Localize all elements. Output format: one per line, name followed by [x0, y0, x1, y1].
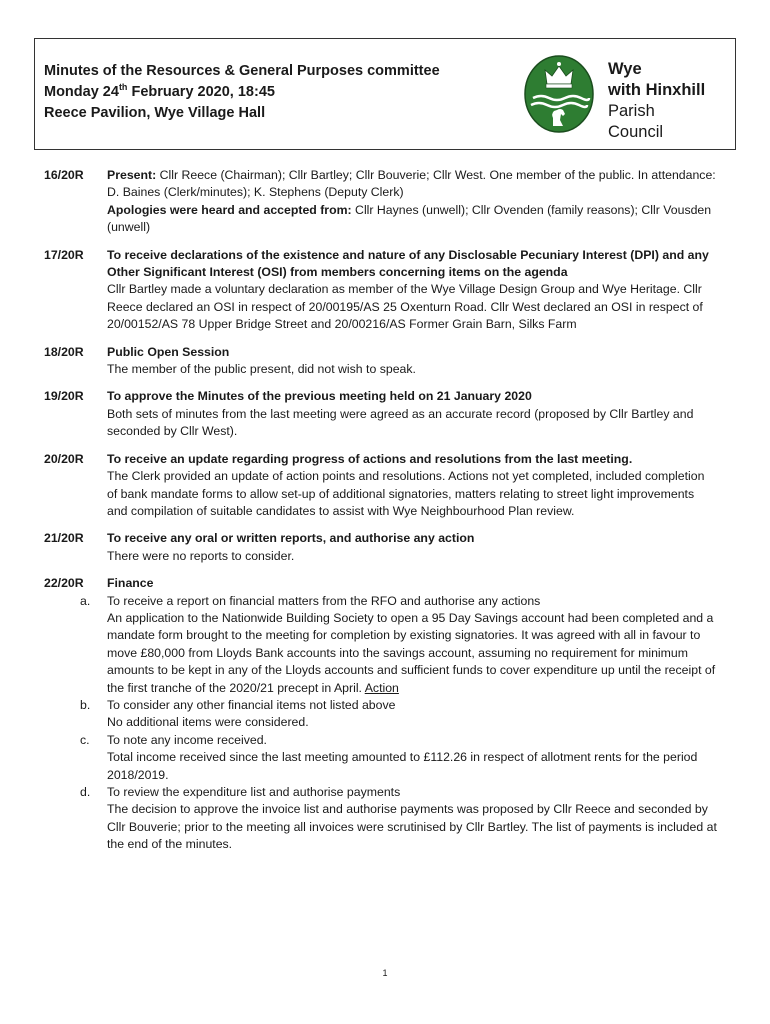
subitem-text: [107, 610, 717, 697]
subitem-title: To review the expenditure list and authorise payments: [107, 785, 401, 799]
item-heading: To receive declarations of the existence and nature of any Disclosable Pecuniary Interest (DPI) and any Other Significant Interest (OSI) from members concerning items on the agenda: [107, 247, 709, 280]
finance-subitem-b: [0, 697, 770, 732]
minute-item-21: [0, 530, 770, 565]
item-number: 19/20R: [44, 389, 84, 404]
item-number: 16/20R: [44, 168, 84, 182]
council-name: [608, 59, 705, 143]
council-line-2: with Hinxhill: [608, 81, 706, 99]
present-label: Present:: [107, 168, 157, 182]
item-text: There were no reports to consider.: [107, 548, 295, 563]
title-line-2: [44, 82, 440, 103]
minute-item-22: [0, 575, 770, 854]
apologies-paragraph: [107, 202, 717, 237]
item-text: Cllr Bartley made a voluntary declaration as member of the Wye Village Design Group and Wye Heritage. Cllr Reece declared an OSI in respect of 20/00195/AS 25 Oxenturn Road. Cllr West declared an OSI in respect of 20/00152/AS 78 Upper Bridge Street and 20/00216/AS Former Grain Barn, Silks Farm: [107, 282, 703, 332]
subitem-text: Total income received since the last meeting amounted to £112.26 in respect of allotment rents for the period 2018/2019.: [107, 750, 698, 782]
action-marker: Action: [364, 680, 399, 695]
item-heading: To approve the Minutes of the previous meeting held on 21 January 2020: [107, 389, 532, 404]
title-line-3: Reece Pavilion, Wye Village Hall: [44, 105, 266, 121]
item-number: 20/20R: [44, 451, 84, 466]
minutes-items: [0, 167, 770, 864]
subitem-text: No additional items were considered.: [107, 715, 309, 730]
document-title: [44, 61, 440, 124]
item-heading: To receive any oral or written reports, and authorise any action: [107, 531, 475, 546]
title-line-1: Minutes of the Resources & General Purposes committee: [44, 63, 440, 79]
item-heading: Public Open Session: [107, 344, 230, 359]
item-text: Both sets of minutes from the last meeting were agreed as an accurate record (proposed by Cllr Bartley and seconded by Cllr West).: [107, 406, 694, 439]
minute-item-17: [0, 247, 770, 334]
title-date-sup: th: [118, 82, 128, 93]
parish-crest-icon: [523, 54, 595, 134]
subitem-letter: b.: [80, 697, 91, 712]
item-text: The member of the public present, did not wish to speak.: [107, 362, 416, 377]
finance-subitem-a: [0, 593, 770, 697]
minute-item-16: [0, 167, 770, 237]
present-text: Cllr Reece (Chairman); Cllr Bartley; Cllr Bouverie; Cllr West. One member of the public. In attendance: D. Baines (Clerk/minutes); K. Stephens (Deputy Clerk): [107, 168, 716, 200]
apologies-label: Apologies were heard and accepted from:: [107, 202, 352, 217]
header-box: [34, 38, 736, 150]
subitem-text: The decision to approve the invoice list and authorise payments was proposed by Cllr Reece and seconded by Cllr Bouverie; prior to the meeting all invoices were scrutinised by Cllr Bartley. The list of payments is included at the end of the minutes.: [107, 802, 717, 852]
finance-subitem-c: [0, 732, 770, 784]
council-line-3: Parish: [608, 102, 655, 120]
council-line-1: Wye: [608, 60, 642, 78]
minute-item-18: [0, 344, 770, 379]
minute-item-20: [0, 451, 770, 521]
item-text: The Clerk provided an update of action points and resolutions. Actions not yet completed, included completion of bank mandate forms to allow set-up of additional signatories, matters relating to street light improvements and compilation of suitable candidates to assist with Wye Neighbourhood Plan review.: [107, 469, 705, 518]
subitem-letter: a.: [80, 593, 91, 608]
subitem-letter: c.: [80, 732, 90, 747]
item-number: 22/20R: [44, 576, 84, 591]
subitem-title: To note any income received.: [107, 732, 267, 747]
apologies-text: Cllr Haynes (unwell); Cllr Ovenden (family reasons); Cllr Vousden (unwell): [107, 202, 712, 235]
subitem-letter: d.: [80, 785, 91, 799]
item-heading: To receive an update regarding progress of actions and resolutions from the last meeting.: [107, 451, 633, 466]
title-date-a: Monday 24: [44, 84, 119, 100]
minute-item-19: [0, 388, 770, 440]
page-number: 1: [382, 968, 388, 978]
present-paragraph: [107, 167, 717, 202]
subitem-title: To consider any other financial items not listed above: [107, 697, 396, 712]
item-heading: Finance: [107, 576, 154, 591]
subitem-title: To receive a report on financial matters from the RFO and authorise any actions: [107, 593, 541, 608]
council-line-4: Council: [608, 123, 664, 141]
title-date-b: February 2020, 18:45: [127, 84, 275, 100]
subitem-text-body: An application to the Nationwide Building Society to open a 95 Day Savings account had been completed and a mandate form brought to the meeting for completion by existing signatories. It was agreed with all in favour to move £80,000 from Lloyds Bank accounts into the savings account, assuming no requirement for minimum amounts to be kept in any of the Lloyds accounts and sufficient funds to cover expenditure up until the receipt of the first tranche of the 2020/21 precept in April.: [107, 610, 716, 695]
item-number: 17/20R: [44, 247, 84, 262]
finance-subitem-d: [0, 784, 770, 854]
item-number: 18/20R: [44, 344, 84, 359]
item-number: 21/20R: [44, 531, 84, 546]
